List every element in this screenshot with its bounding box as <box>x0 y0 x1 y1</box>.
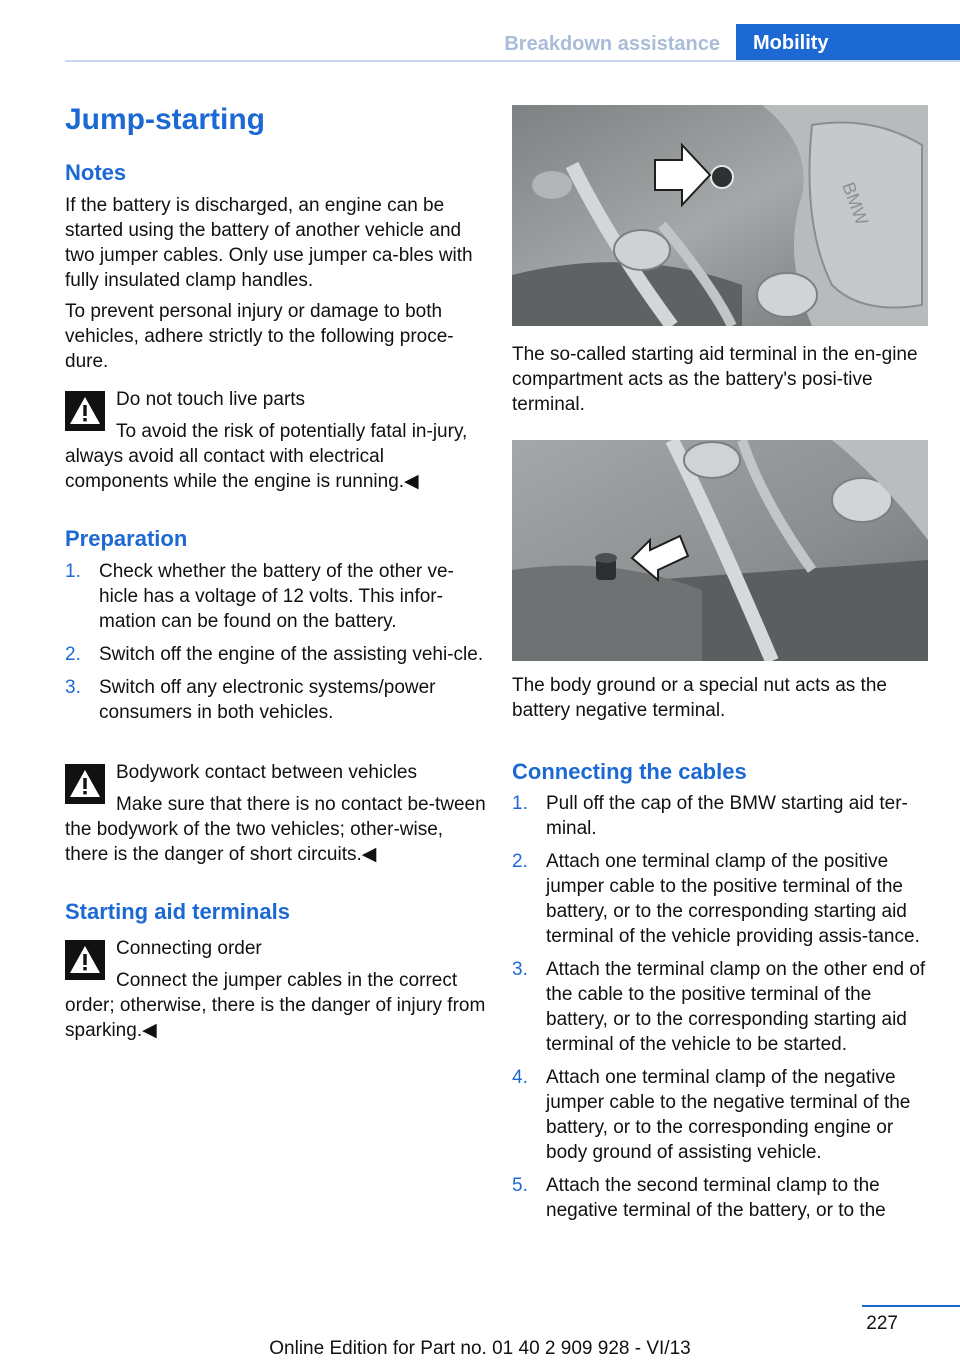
list-item-text: Attach one terminal clamp of the positive jumper cable to the positive terminal of the battery, or to the corresponding starting aid terminal of the vehicle providing assis‐tance. <box>546 851 920 947</box>
list-item-text: Pull off the cap of the BMW starting aid ter‐minal. <box>546 793 908 839</box>
list-item-number: 1. <box>512 793 528 814</box>
connecting-cables-list <box>512 791 928 1231</box>
list-item-text: Switch off any electronic systems/power consumers in both vehicles. <box>99 677 436 723</box>
list-item-number: 2. <box>512 851 528 872</box>
warning-3-title: Connecting order <box>116 938 262 959</box>
list-item-text: Switch off the engine of the assisting vehi‐cle. <box>99 644 484 665</box>
connecting-cables-heading: Connecting the cables <box>512 759 747 784</box>
warning-2-title: Bodywork contact between vehicles <box>116 762 417 783</box>
header-chapter-tab: Mobility <box>736 24 960 62</box>
list-item <box>512 849 928 949</box>
warning-2-body: Make sure that there is no contact be‐tween the bodywork of the two vehicles; other‐wise, there is the danger of short circuits.◀ <box>65 794 486 865</box>
list-item <box>65 642 485 667</box>
photo-2-caption: The body ground or a special nut acts as the battery negative terminal. <box>512 675 887 721</box>
photo-1-caption: The so-called starting aid terminal in the en‐gine compartment acts as the battery's posi‐tive terminal. <box>512 344 918 415</box>
list-item-text: Check whether the battery of the other ve‐hicle has a voltage of 12 volts. This infor‐mation can be found on the battery. <box>99 561 454 632</box>
engine-compartment-photo-negative-terminal <box>512 440 928 661</box>
footer-divider <box>862 1305 960 1307</box>
list-item-number: 3. <box>65 677 81 698</box>
list-item-text: Attach the terminal clamp on the other end of the cable to the positive terminal of the battery, or to the corresponding starting aid terminal of the vehicle to be started. <box>546 959 926 1055</box>
footer-edition-text: Online Edition for Part no. 01 40 2 909 928 - VI/13 <box>269 1338 691 1359</box>
list-item <box>512 957 928 1057</box>
preparation-heading: Preparation <box>65 526 188 551</box>
list-item <box>512 1065 928 1165</box>
list-item-number: 2. <box>65 644 81 665</box>
warning-3-body: Connect the jumper cables in the correct order; otherwise, there is the danger of injury from sparking.◀ <box>65 970 486 1041</box>
header-section-tab: Breakdown assistance <box>504 33 720 55</box>
page-title: Jump-starting <box>65 103 266 136</box>
list-item-number: 1. <box>65 561 81 582</box>
list-item-text: Attach the second terminal clamp to the negative terminal of the battery, or to the <box>546 1175 886 1221</box>
list-item <box>512 1173 928 1223</box>
list-item <box>65 559 485 634</box>
list-item-text: Attach one terminal clamp of the negative jumper cable to the negative terminal of the battery, or to the corresponding engine or body ground of assisting vehicle. <box>546 1067 911 1163</box>
svg-text:BMW: BMW <box>838 179 873 228</box>
list-item <box>65 675 485 725</box>
notes-paragraph-2: To prevent personal injury or damage to both vehicles, adhere strictly to the following proce‐dure. <box>65 301 454 372</box>
starting-aid-terminals-heading: Starting aid terminals <box>65 899 290 924</box>
list-item-number: 3. <box>512 959 528 980</box>
engine-compartment-photo-positive-terminal <box>512 105 928 326</box>
list-item <box>512 791 928 841</box>
list-item-number: 4. <box>512 1067 528 1088</box>
page-number: 227 <box>866 1313 898 1334</box>
warning-1-title: Do not touch live parts <box>116 389 306 410</box>
notes-heading: Notes <box>65 160 127 185</box>
header-divider <box>65 60 960 62</box>
notes-paragraph-1: If the battery is discharged, an engine can be started using the battery of another vehicle and two jumper cables. Only use jumper ca‐bles with fully insulated clamp handles. <box>65 195 473 291</box>
warning-1-body: To avoid the risk of potentially fatal in‐jury, always avoid all contact with electrical components while the engine is running.◀ <box>65 421 468 492</box>
list-item-number: 5. <box>512 1175 528 1196</box>
preparation-list <box>65 559 485 733</box>
